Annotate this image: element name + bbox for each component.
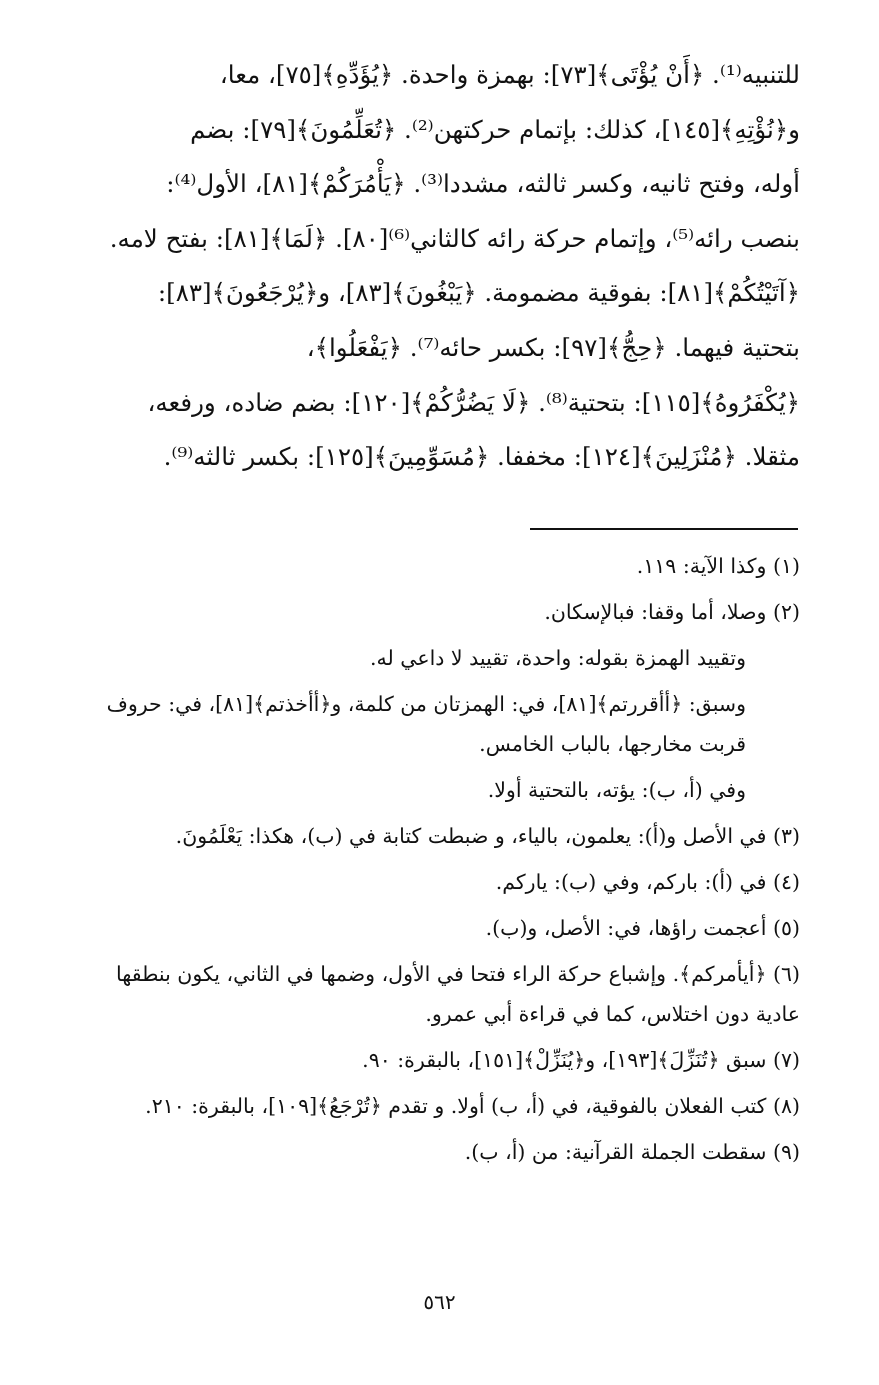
main-text-line: للتنبيه⁽¹⁾. ﴿أَنْ يُؤْتَى﴾[٧٣]: بهمزة واحدة. ﴿يُؤَدِّهِ﴾[٧٥]، معا،: [219, 60, 800, 89]
footnote-7: [78, 1040, 800, 1080]
footnote-number: (٩): [772, 1140, 800, 1164]
footnote-6: [78, 954, 800, 1034]
footnote-number: (٢): [772, 600, 800, 624]
page-number: ٥٦٢: [423, 1290, 456, 1314]
footnote-text: سقطت الجملة القرآنية: من (أ، ب).: [464, 1140, 767, 1164]
main-text-line: ﴿يُكْفَرُوهُ﴾[١١٥]: بتحتية⁽⁸⁾. ﴿لَا يَضُرُّكُمْ﴾[١٢٠]: بضم ضاده، ورفعه،: [147, 387, 800, 417]
main-text-line: ﴿آتَيْتُكُمْ﴾[٨١]: بفوقية مضمومة. ﴿يَبْغُونَ﴾[٨٣]، و﴿يُرْجَعُونَ﴾[٨٣]:: [157, 278, 800, 308]
footnote-text: في (أ): بارکم، وفي (ب): يارکم.: [495, 870, 767, 894]
main-text-line: بنصب رائه⁽⁵⁾، وإتمام حركة رائه كالثاني⁽⁶⁾[٨٠]. ﴿لَمَا﴾[٨١]: بفتح لامه.: [109, 223, 800, 253]
footnote-4: [78, 862, 800, 902]
footnote-number: (٦): [772, 962, 800, 986]
footnote-9: [78, 1132, 800, 1172]
footnote-number: (٣): [772, 824, 800, 848]
footnote-number: (١): [772, 554, 800, 578]
footnote-8: [78, 1086, 800, 1126]
footnote-text: ﴿أيأمركم﴾. وإشباع حركة الراء فتحا في الأول، وضمها في الثاني، يكون بنطقها عادية دون اختلاس، كما في قراءة أبي عمرو.: [116, 962, 800, 1026]
footnote-number: (٧): [772, 1048, 800, 1072]
main-text-line: و﴿نُؤْتِهِ﴾[١٤٥]، كذلك: بإتمام حركتهن⁽²⁾. ﴿تُعَلِّمُونَ﴾[٧٩]: بضم: [190, 114, 800, 144]
footnote-number: (٥): [772, 916, 800, 940]
footnote-number: (٤): [772, 870, 800, 894]
main-text-line: مثقلا. ﴿مُنْزَلِينَ﴾[١٢٤]: مخففا. ﴿مُسَوِّمِينَ﴾[١٢٥]: بكسر ثالثه⁽⁹⁾.: [163, 442, 800, 472]
footnote-2-continuation: وفي (أ، ب): يؤته، بالتحتية أولا.: [487, 778, 746, 802]
footnote-5: [78, 908, 800, 948]
footnote-2-continuation: وتقييد الهمزة بقوله: واحدة، تقييد لا داعي له.: [369, 646, 746, 670]
footnote-2-continuation: وسبق: ﴿أأقررتم﴾[٨١]، في: الهمزتان من كلمة، و﴿أأخذتم﴾[٨١]، في: حروف قربت مخارجها، بالباب الخامس.: [106, 692, 746, 756]
footnotes: [78, 546, 800, 1178]
footnote-text: وصلا، أما وقفا: فبالإسكان.: [544, 600, 767, 624]
footnote-text: وكذا الآية: ١١٩.: [636, 554, 767, 578]
footnote-1: [78, 546, 800, 586]
footnote-text: كتب الفعلان بالفوقية، في (أ، ب) أولا. و تقدم ﴿تُرْجَعُ﴾[١٠٩]، بالبقرة: ٢١٠.: [145, 1094, 767, 1118]
footnote-3: [78, 816, 800, 856]
footnote-text: أعجمت راؤها، في: الأصل، و(ب).: [485, 916, 767, 940]
main-text-line: أوله، وفتح ثانيه، وكسر ثالثه، مشددا⁽³⁾. ﴿يَأْمُرَكُمْ﴾[٨١]، الأول⁽⁴⁾:: [166, 169, 800, 199]
footnote-text: سبق ﴿تُنَزِّلَ﴾[١٩٣]، و﴿يُنَزِّلْ﴾[١٥١]، بالبقرة: ٩٠.: [362, 1048, 767, 1072]
footnote-number: (٨): [772, 1094, 800, 1118]
main-text-line: بتحتية فيهما. ﴿حِجُّ﴾[٩٧]: بكسر حائه⁽⁷⁾. ﴿يَفْعَلُوا﴾،: [306, 332, 800, 362]
main-text-block: [78, 48, 800, 485]
footnote-2: [78, 592, 800, 632]
footnote-separator: [530, 528, 798, 530]
footnote-text: في الأصل و(أ): يعلمون، بالياء، و ضبطت كتابة في (ب)، هكذا: يَعْلَمُونَ.: [175, 824, 767, 848]
